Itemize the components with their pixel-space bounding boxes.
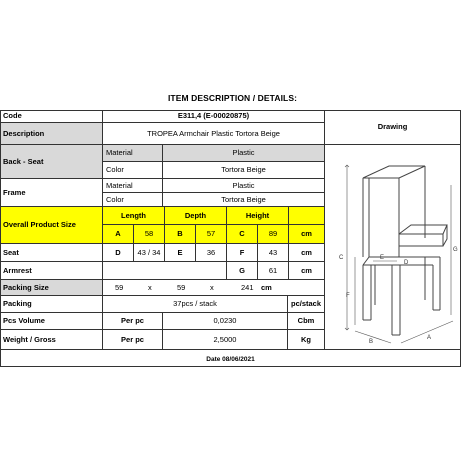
description-value: TROPEA Armchair Plastic Tortora Beige <box>103 123 325 145</box>
back-seat-color-value: Tortora Beige <box>163 162 325 179</box>
code-label: Code <box>0 110 103 123</box>
packing-sep-1: x <box>148 282 152 292</box>
armrest-unit: cm <box>289 262 325 280</box>
height-value: 89 <box>258 225 289 244</box>
document-title: ITEM DESCRIPTION / DETAILS: <box>167 93 298 103</box>
frame-material-key: Material <box>103 179 163 193</box>
chair-drawing <box>325 145 461 350</box>
description-label: Description <box>0 123 103 145</box>
frame-label: Frame <box>0 179 103 207</box>
packing-height: 241 <box>241 282 254 292</box>
seat-label: Seat <box>0 244 103 262</box>
packing-length: 59 <box>115 282 124 292</box>
code-value: E311,4 (E-00020875) <box>103 110 325 123</box>
packing-sep-2: x <box>210 282 214 292</box>
pcs-volume-per: Per pc <box>103 313 163 330</box>
packing-size-label: Packing Size <box>0 280 103 296</box>
dim-letter-a: A <box>427 335 432 341</box>
packing-size-unit: cm <box>261 282 272 292</box>
height-header: Height <box>227 207 289 225</box>
armrest-empty <box>103 262 227 280</box>
armrest-value: 61 <box>258 262 289 280</box>
pcs-volume-value: 0,0230 <box>163 313 288 330</box>
letter-c: C <box>227 225 258 244</box>
back-seat-label: Back - Seat <box>0 145 103 179</box>
overall-size-unit: cm <box>289 225 325 244</box>
back-seat-color-key: Color <box>103 162 163 179</box>
dim-letter-c: C <box>339 255 344 261</box>
letter-b: B <box>165 225 196 244</box>
frame-material-value: Plastic <box>163 179 325 193</box>
packing-unit: pc/stack <box>288 296 325 313</box>
pcs-volume-label: Pcs Volume <box>0 313 103 330</box>
seat-f-value: 43 <box>258 244 289 262</box>
seat-unit: cm <box>289 244 325 262</box>
frame-color-value: Tortora Beige <box>163 193 325 207</box>
weight-value: 2,5000 <box>163 330 288 350</box>
dim-letter-b: B <box>369 339 374 345</box>
seat-d-value: 43 / 34 <box>134 244 165 262</box>
packing-label: Packing <box>0 296 103 313</box>
packing-width: 59 <box>177 282 186 292</box>
letter-d: D <box>103 244 134 262</box>
drawing-area <box>325 145 461 350</box>
drawing-label: Drawing <box>325 110 461 145</box>
armrest-label: Armrest <box>0 262 103 280</box>
frame-color-key: Color <box>103 193 163 207</box>
length-value: 58 <box>134 225 165 244</box>
overall-size-label: Overall Product Size <box>0 207 103 244</box>
pcs-volume-unit: Cbm <box>288 313 325 330</box>
document-date: Date 08/06/2021 <box>206 356 255 363</box>
letter-f: F <box>227 244 258 262</box>
length-header: Length <box>103 207 165 225</box>
weight-unit: Kg <box>288 330 325 350</box>
dim-letter-f: F <box>346 293 350 299</box>
letter-e: E <box>165 244 196 262</box>
depth-value: 57 <box>196 225 227 244</box>
dim-letter-g: G <box>453 247 458 253</box>
seat-e-value: 36 <box>196 244 227 262</box>
overall-size-spacer <box>289 207 325 225</box>
back-seat-material-key: Material <box>103 145 163 162</box>
dim-letter-e: E <box>380 255 385 261</box>
back-seat-material-value: Plastic <box>163 145 325 162</box>
packing-size-row <box>103 280 325 296</box>
dim-letter-d: D <box>404 260 409 266</box>
packing-value: 37pcs / stack <box>103 296 288 313</box>
item-details-table <box>0 110 461 367</box>
weight-label: Weight / Gross <box>0 330 103 350</box>
letter-a: A <box>103 225 134 244</box>
letter-g: G <box>227 262 258 280</box>
weight-per: Per pc <box>103 330 163 350</box>
depth-header: Depth <box>165 207 227 225</box>
